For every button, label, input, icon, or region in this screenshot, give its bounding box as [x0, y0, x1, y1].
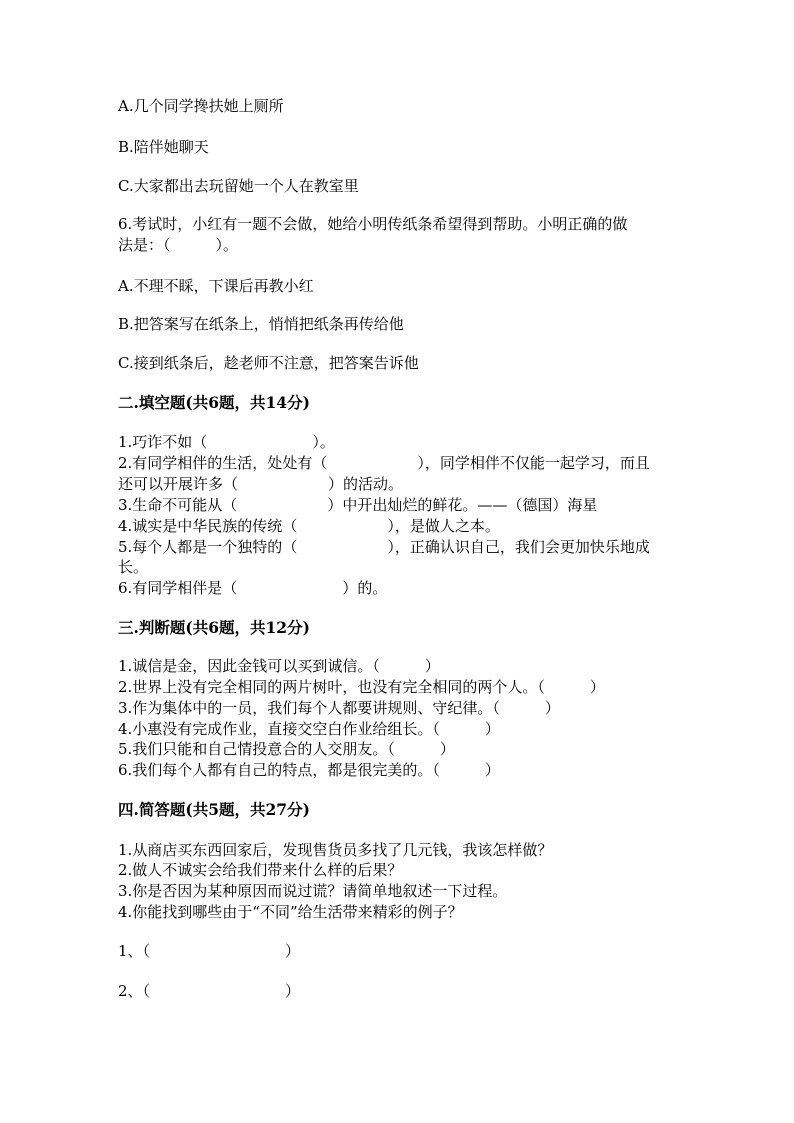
fill-line: 长。: [118, 558, 149, 576]
short-question: 1.从商店买东西回家后，发现售货员多找了几元钱，我该怎样做？: [118, 841, 553, 859]
fill-line: 5.每个人都是一个独特的（ ），正确认识自己，我们会更加快乐地成: [118, 538, 650, 556]
short-question: 3.你是否因为某种原因而说过谎？请简单地叙述一下过程。: [118, 882, 508, 900]
answer-blank: 2、（ ）: [118, 982, 301, 1000]
short-question: 4.你能找到哪些由于“不同”给生活带来精彩的例子？: [118, 903, 463, 921]
fill-line: 4.诚实是中华民族的传统（ ），是做人之本。: [118, 517, 500, 535]
option-text: A.不理不睬，下课后再教小红: [118, 277, 314, 295]
judge-line: 5.我们只能和自己情投意合的人交朋友。（ ）: [118, 740, 455, 758]
question-6-line-2: 法是：（ ）。: [118, 236, 239, 254]
fill-line: 6.有同学相伴是（ ）的。: [118, 579, 388, 597]
option-text: A.几个同学搀扶她上厕所: [118, 97, 284, 115]
short-question: 2.做人不诚实会给我们带来什么样的后果？: [118, 861, 403, 879]
option-text: C.大家都出去玩留她一个人在教室里: [118, 177, 359, 195]
fill-line: 1.巧诈不如（ ）。: [118, 433, 335, 451]
answer-blank: 1、（ ）: [118, 942, 301, 960]
judge-line: 4.小惠没有完成作业，直接交空白作业给组长。（ ）: [118, 720, 500, 738]
judge-line: 1.诚信是金，因此金钱可以买到诚信。（ ）: [118, 657, 440, 675]
judge-line: 3.作为集体中的一员，我们每个人都要讲规则、守纪律。（ ）: [118, 699, 560, 717]
option-text: C.接到纸条后，趁老师不注意，把答案告诉他: [118, 354, 419, 372]
fill-line: 2.有同学相伴的生活，处处有（ ），同学相伴不仅能一起学习，而且: [118, 454, 650, 472]
section-heading-short: 四.简答题(共5题，共27分): [118, 800, 310, 819]
section-heading-fill: 二.填空题(共6题，共14分): [118, 393, 310, 412]
fill-line: 还可以开展许多（ ）的活动。: [118, 475, 404, 493]
fill-line: 3.生命不可能从（ ）中开出灿烂的鲜花。——（德国）海星: [118, 496, 598, 514]
judge-line: 2.世界上没有完全相同的两片树叶，也没有完全相同的两个人。（ ）: [118, 678, 605, 696]
question-6-line-1: 6.考试时，小红有一题不会做，她给小明传纸条希望得到帮助。小明正确的做: [118, 215, 628, 233]
section-heading-judge: 三.判断题(共6题，共12分): [118, 618, 310, 637]
option-text: B.陪伴她聊天: [118, 138, 209, 156]
option-text: B.把答案写在纸条上，悄悄把纸条再传给他: [118, 315, 404, 333]
judge-line: 6.我们每个人都有自己的特点，都是很完美的。（ ）: [118, 761, 500, 779]
